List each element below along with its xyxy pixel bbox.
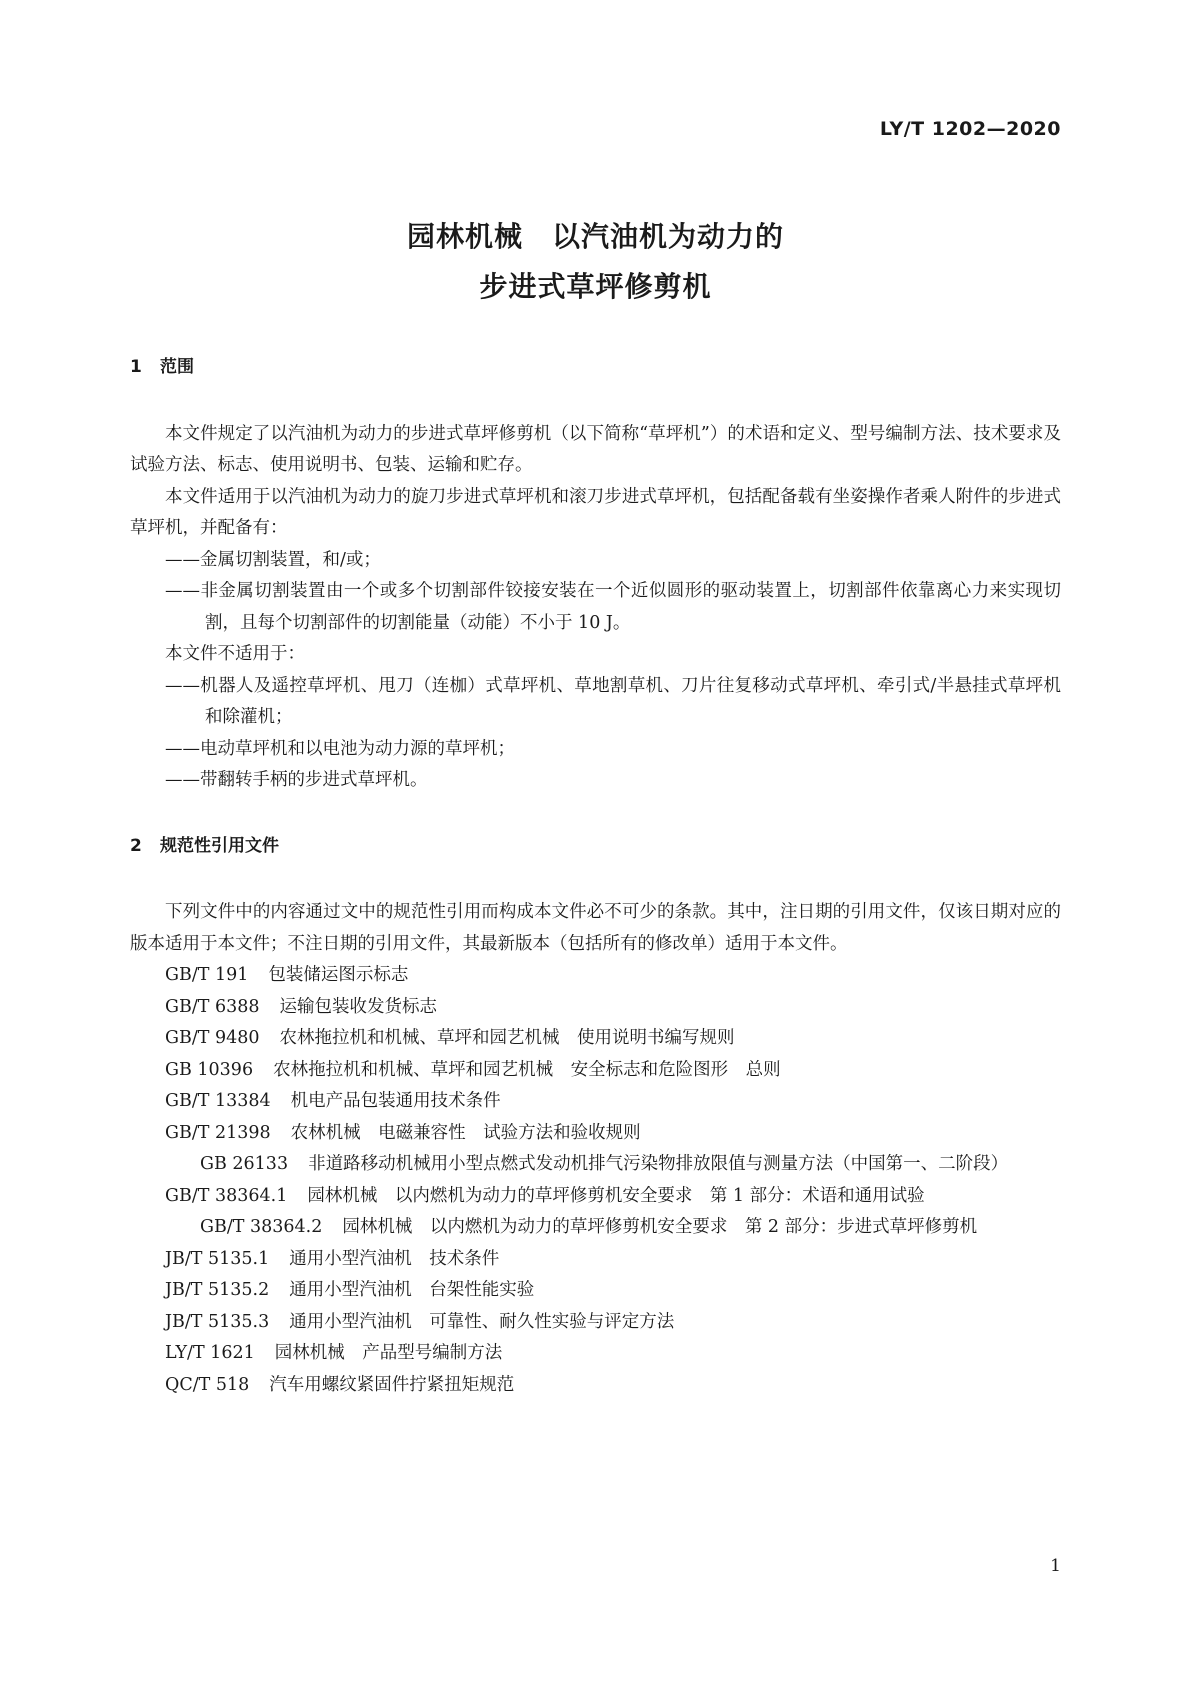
- reference-code: GB 10396: [165, 1059, 254, 1080]
- reference-item: [130, 1023, 1061, 1055]
- references-section-body: [130, 897, 1061, 1401]
- reference-title: 通用小型汽油机 可靠性、耐久性实验与评定方法: [289, 1311, 675, 1332]
- list-item: ——金属切割装置，和/或；: [165, 549, 381, 570]
- reference-title: 运输包装收发货标志: [279, 996, 438, 1017]
- section-heading-scope: [130, 352, 1061, 384]
- section-title: 范围: [160, 357, 194, 377]
- reference-code: JB/T 5135.2: [165, 1280, 270, 1300]
- reference-code: GB/T 21398: [165, 1122, 271, 1143]
- list-item: ——电动草坪机和以电池为动力源的草坪机；: [165, 738, 515, 759]
- reference-item: [130, 960, 1061, 992]
- reference-code: GB/T 191: [165, 965, 249, 985]
- reference-code: GB/T 38364.1: [165, 1185, 288, 1206]
- reference-title: 园林机械 以内燃机为动力的草坪修剪机安全要求 第 1 部分：术语和通用试验: [307, 1185, 925, 1206]
- reference-title: 通用小型汽油机 技术条件: [289, 1248, 500, 1269]
- reference-item: [130, 1086, 1061, 1118]
- reference-item: [130, 1244, 1061, 1276]
- standard-number: LY/T 1202—2020: [879, 118, 1061, 140]
- title-line-1: 园林机械 以汽油机为动力的: [406, 220, 784, 253]
- list-item: ——机器人及遥控草坪机、甩刀（连枷）式草坪机、草地割草机、刀片往复移动式草坪机、牵引式/半悬挂式草坪机和除灌机；: [165, 675, 1061, 727]
- reference-title: 园林机械 以内燃机为动力的草坪修剪机安全要求 第 2 部分：步进式草坪修剪机: [342, 1217, 978, 1237]
- section-number: 2: [130, 835, 142, 856]
- section-heading-normative-references: [130, 831, 1061, 863]
- reference-code: JB/T 5135.3: [165, 1311, 270, 1332]
- scope-paragraph-1: 本文件规定了以汽油机为动力的步进式草坪修剪机（以下简称“草坪机”）的术语和定义、型号编制方法、技术要求及试验方法、标志、使用说明书、包装、运输和贮存。: [130, 423, 1061, 475]
- reference-title: 汽车用螺纹紧固件拧紧扭矩规范: [269, 1374, 515, 1395]
- reference-code: GB/T 38364.2: [200, 1217, 323, 1237]
- reference-title: 机电产品包装通用技术条件: [290, 1091, 501, 1111]
- reference-title: 园林机械 产品型号编制方法: [274, 1343, 503, 1363]
- document-title: [0, 212, 1191, 312]
- list-item: ——带翻转手柄的步进式草坪机。: [165, 770, 428, 790]
- reference-code: GB/T 13384: [165, 1091, 271, 1111]
- reference-item: [130, 1181, 1061, 1213]
- list-item: ——非金属切割装置由一个或多个切割部件铰接安装在一个近似圆形的驱动装置上，切割部件依靠离心力来实现切割，且每个切割部件的切割能量（动能）不小于 10 J。: [165, 581, 1061, 633]
- reference-code: GB/T 6388: [165, 996, 260, 1017]
- reference-item: [130, 1307, 1061, 1339]
- reference-title: 通用小型汽油机 台架性能实验: [289, 1280, 535, 1300]
- section-number: 1: [130, 357, 142, 377]
- reference-code: GB/T 9480: [165, 1028, 260, 1048]
- reference-item: [130, 1149, 1061, 1181]
- reference-item: [130, 1370, 1061, 1402]
- reference-item: [130, 1275, 1061, 1307]
- reference-title: 农林拖拉机和机械、草坪和园艺机械 使用说明书编写规则: [279, 1028, 735, 1048]
- reference-code: JB/T 5135.1: [165, 1248, 270, 1269]
- not-applicable-intro: 本文件不适用于：: [165, 644, 305, 664]
- reference-code: GB 26133: [200, 1154, 289, 1174]
- reference-title: 非道路移动机械用小型点燃式发动机排气污染物排放限值与测量方法（中国第一、二阶段）: [308, 1154, 1009, 1174]
- section-title: 规范性引用文件: [160, 835, 279, 856]
- page-number: 1: [1050, 1556, 1061, 1576]
- reference-item: [130, 1212, 1061, 1244]
- reference-code: QC/T 518: [165, 1374, 250, 1395]
- title-line-2: 步进式草坪修剪机: [479, 270, 712, 303]
- references-intro: 下列文件中的内容通过文中的规范性引用而构成本文件必不可少的条款。其中，注日期的引用文件，仅该日期对应的版本适用于本文件；不注日期的引用文件，其最新版本（包括所有的修改单）适用于本文件。: [130, 902, 1061, 954]
- scope-paragraph-2: 本文件适用于以汽油机为动力的旋刀步进式草坪机和滚刀步进式草坪机，包括配备载有坐姿操作者乘人附件的步进式草坪机，并配备有：: [130, 486, 1061, 538]
- reference-item: [130, 992, 1061, 1024]
- reference-title: 农林机械 电磁兼容性 试验方法和验收规则: [290, 1122, 641, 1143]
- reference-title: 包装储运图示标志: [268, 965, 409, 985]
- reference-code: LY/T 1621: [165, 1343, 255, 1363]
- reference-item: [130, 1055, 1061, 1087]
- document-body: [130, 352, 1061, 1401]
- reference-title: 农林拖拉机和机械、草坪和园艺机械 安全标志和危险图形 总则: [273, 1059, 781, 1080]
- reference-item: [130, 1338, 1061, 1370]
- scope-section-body: [130, 419, 1061, 797]
- reference-item: [130, 1118, 1061, 1150]
